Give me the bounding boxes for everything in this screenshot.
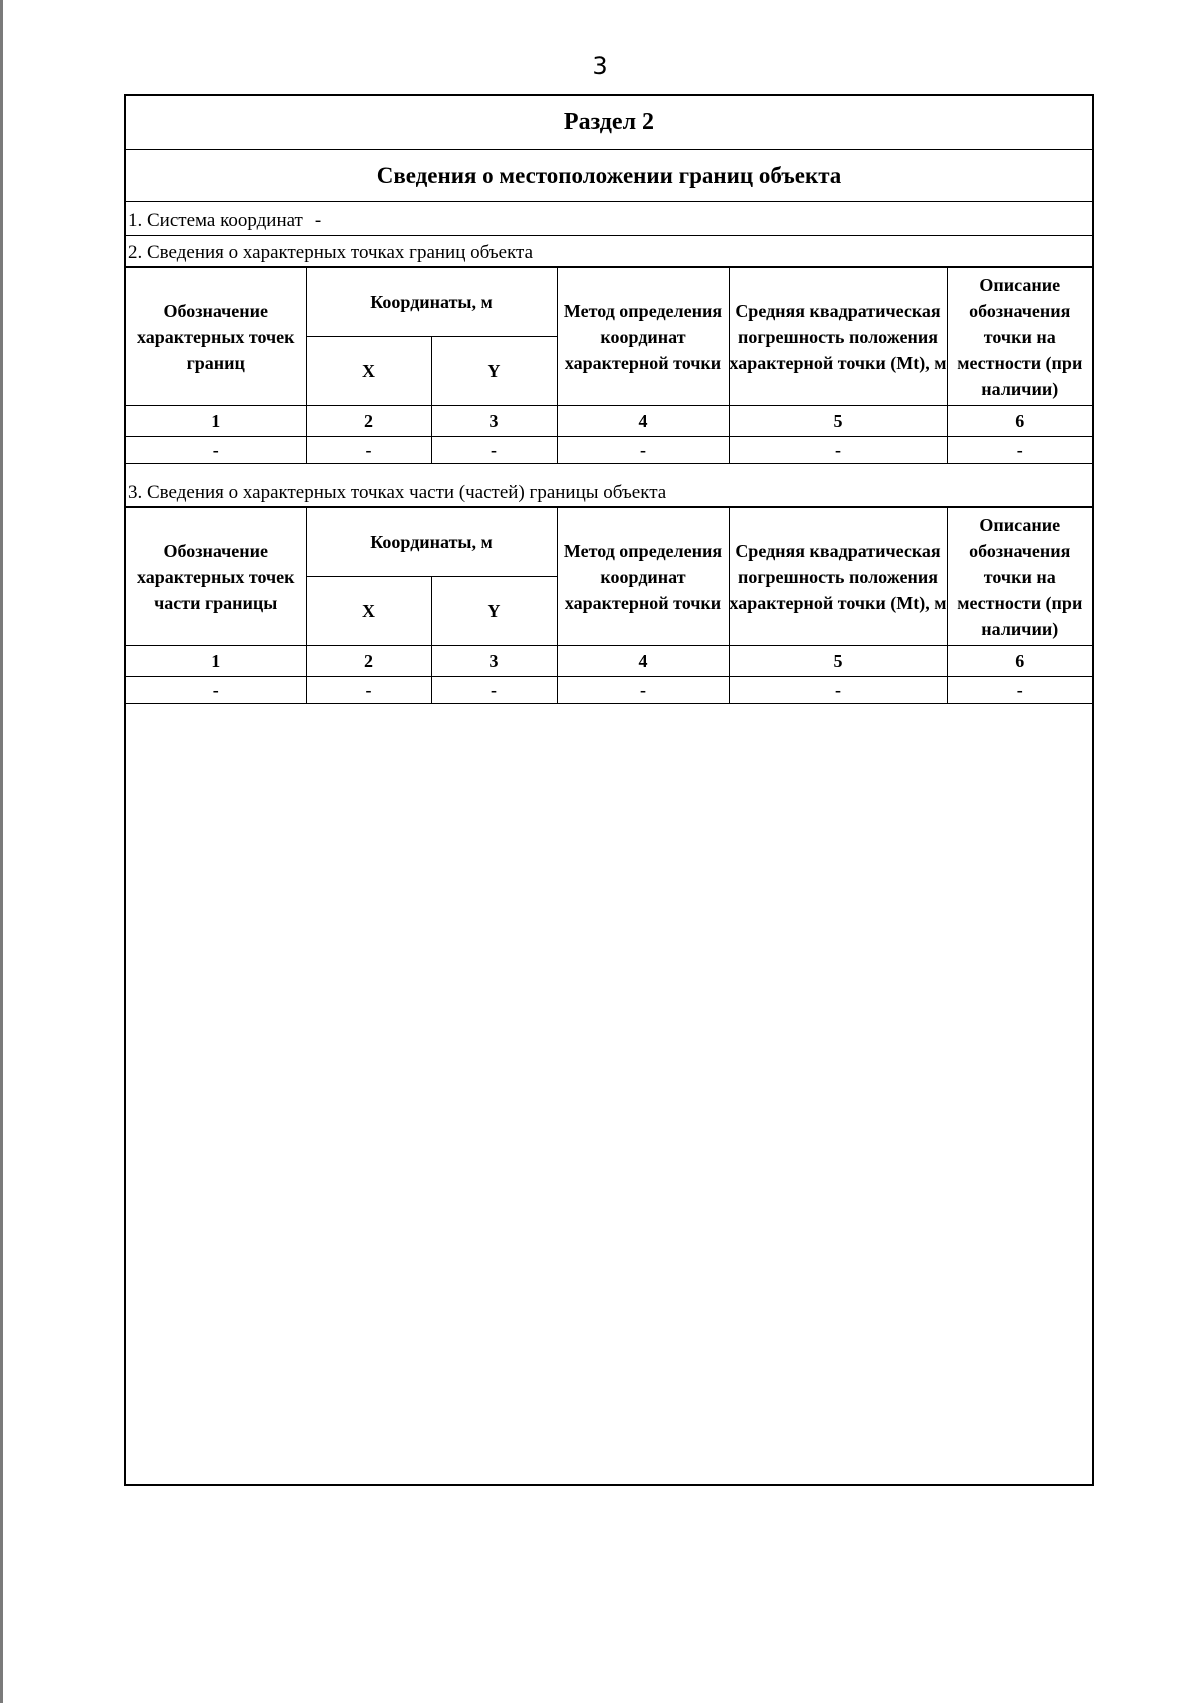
subject-title: Сведения о местоположении границ объекта: [126, 150, 1092, 202]
column-number-row: [126, 646, 1092, 677]
column-number-row: [126, 406, 1092, 437]
column-number: 2: [306, 646, 431, 677]
table-cell: -: [729, 677, 947, 704]
section-title: Раздел 2: [126, 96, 1092, 150]
header-x: X: [306, 577, 431, 646]
table-cell: -: [557, 437, 729, 464]
header-y: Y: [431, 577, 557, 646]
table-cell: -: [126, 437, 306, 464]
header-error: Средняя квадратическая погрешность положения характерной точки (Mt), м: [729, 268, 947, 406]
column-number: 4: [557, 646, 729, 677]
table-cell: -: [947, 437, 1092, 464]
column-number: 4: [557, 406, 729, 437]
column-number: 1: [126, 646, 306, 677]
header-method: Метод определения координат характерной точки: [557, 508, 729, 646]
table-cell: -: [431, 437, 557, 464]
header-description: Описание обозначения точки на местности (при наличии): [947, 508, 1092, 646]
column-number: 2: [306, 406, 431, 437]
boundary-points-label: 2. Сведения о характерных точках границ объекта: [126, 236, 1092, 267]
table-cell: -: [557, 677, 729, 704]
boundary-points-table: [126, 267, 1092, 464]
part-boundary-points-label: 3. Сведения о характерных точках части (частей) границы объекта: [126, 476, 1092, 507]
page-number: 3: [592, 52, 608, 80]
header-designation: Обозначение характерных точек части границы: [126, 508, 306, 646]
table-cell: -: [306, 437, 431, 464]
table-cell: -: [729, 437, 947, 464]
section-frame: [124, 94, 1094, 1486]
column-number: 1: [126, 406, 306, 437]
header-x: X: [306, 337, 431, 406]
header-error: Средняя квадратическая погрешность положения характерной точки (Mt), м: [729, 508, 947, 646]
table-cell: -: [947, 677, 1092, 704]
coordinate-system-value: -: [314, 210, 322, 231]
part-boundary-points-table: [126, 507, 1092, 704]
table-cell: -: [431, 677, 557, 704]
header-description: Описание обозначения точки на местности (при наличии): [947, 268, 1092, 406]
table-row: [126, 677, 1092, 704]
header-method: Метод определения координат характерной точки: [557, 268, 729, 406]
coordinate-system-line: [126, 202, 1092, 236]
table-cell: -: [126, 677, 306, 704]
column-number: 5: [729, 406, 947, 437]
column-number: 3: [431, 646, 557, 677]
header-coordinates: Координаты, м: [306, 508, 557, 577]
coordinate-system-label: 1. Система координат: [128, 210, 303, 231]
column-number: 3: [431, 406, 557, 437]
column-number: 6: [947, 646, 1092, 677]
table-row: [126, 437, 1092, 464]
header-coordinates: Координаты, м: [306, 268, 557, 337]
column-number: 6: [947, 406, 1092, 437]
header-y: Y: [431, 337, 557, 406]
table-cell: -: [306, 677, 431, 704]
header-designation: Обозначение характерных точек границ: [126, 268, 306, 406]
page-edge: [0, 0, 3, 1703]
column-number: 5: [729, 646, 947, 677]
